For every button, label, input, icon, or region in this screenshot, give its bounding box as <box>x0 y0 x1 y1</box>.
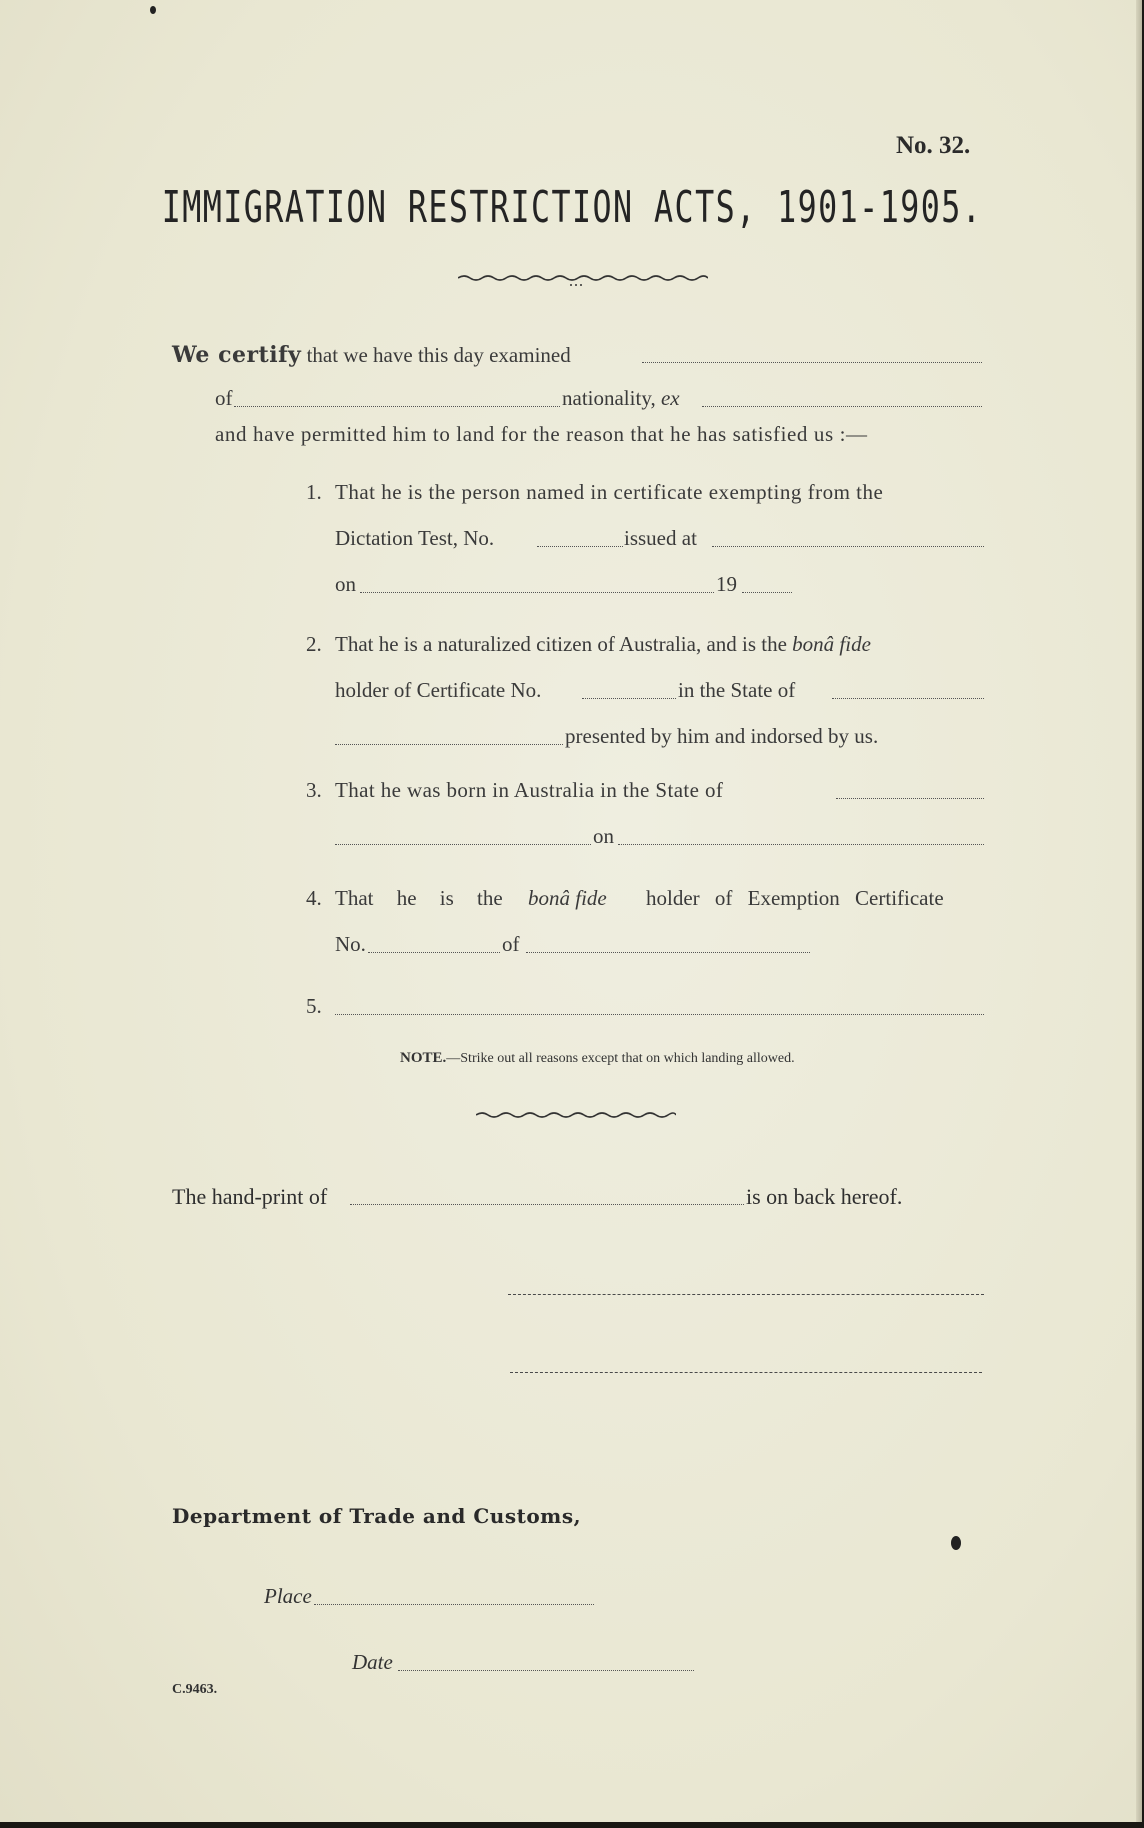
reason-2-holder: holder of Certificate No. <box>335 678 542 702</box>
exemption-of-field[interactable] <box>526 952 810 953</box>
reason-1-date-field[interactable] <box>360 592 714 593</box>
ex-label: ex <box>660 386 680 410</box>
reason-3-place-field[interactable] <box>335 844 591 845</box>
exemption-number-field[interactable] <box>368 952 500 953</box>
ink-speck <box>150 6 156 14</box>
title-ornament <box>458 270 708 290</box>
reason-1-issued-at: issued at <box>624 526 697 550</box>
of-field[interactable] <box>234 406 560 407</box>
signature-line-2[interactable] <box>510 1372 982 1373</box>
page-edge <box>1136 0 1142 1822</box>
date-label: Date <box>352 1650 393 1674</box>
place-label: Place <box>264 1584 312 1608</box>
reason-1-text: That he is the person named in certificate exempting from the <box>335 480 884 504</box>
reason-2-presented-field[interactable] <box>335 744 563 745</box>
reason-4-of: of <box>502 932 520 956</box>
reason-3-on: on <box>593 824 614 848</box>
certificate-number-field[interactable] <box>582 698 676 699</box>
reason-4-text-a: That he is the <box>335 886 503 910</box>
reason-3-date-field[interactable] <box>618 844 984 845</box>
dictation-number-field[interactable] <box>537 546 623 547</box>
of-label: of <box>215 386 233 410</box>
note-ornament <box>476 1108 676 1122</box>
reason-3-text: That he was born in Australia in the State of <box>335 778 724 802</box>
reason-2-number: 2. <box>306 632 322 656</box>
nationality-line <box>562 386 680 411</box>
reason-3-number: 3. <box>306 778 322 802</box>
certify-lead: We certify <box>172 342 302 368</box>
reason-4-number: 4. <box>306 886 322 910</box>
issued-at-field[interactable] <box>712 546 984 547</box>
note-text: —Strike out all reasons except that on which landing allowed. <box>446 1051 795 1066</box>
reason-4-no: No. <box>335 932 366 956</box>
department: Department of Trade and Customs, <box>172 1504 582 1528</box>
handprint-prefix: The hand-print of <box>172 1184 328 1209</box>
note <box>400 1050 795 1067</box>
print-code: C.9463. <box>172 1682 218 1697</box>
ink-speck <box>951 1536 961 1550</box>
reason-4-bona-fide: bonâ fide <box>528 886 607 910</box>
nationality-label: nationality, <box>562 386 656 410</box>
reason-1-on: on <box>335 572 356 596</box>
reason-1-year: 19 <box>716 572 737 596</box>
signature-line-1[interactable] <box>508 1294 984 1295</box>
form-title: IMMIGRATION RESTRICTION ACTS, 1901-1905. <box>161 182 983 233</box>
reason-2-text: That he is a naturalized citizen of Australia, and is the <box>335 632 787 656</box>
reason-1-dictation: Dictation Test, No. <box>335 526 495 550</box>
certify-line-1 <box>172 342 571 368</box>
handprint-name-field[interactable] <box>350 1204 744 1205</box>
note-label: NOTE. <box>400 1050 447 1066</box>
form-number: No. 32. <box>896 132 971 159</box>
certify-examined-text: that we have this day examined <box>306 343 571 367</box>
reason-4-text-b: holder of Exemption Certificate <box>646 886 944 910</box>
handprint-suffix: is on back hereof. <box>746 1184 903 1209</box>
reason-2-presented: presented by him and indorsed by us. <box>565 724 879 748</box>
reason-2-bona-fide: bonâ fide <box>792 632 871 656</box>
certify-line-3: and have permitted him to land for the reason that he has satisfied us :— <box>215 422 868 446</box>
reason-3-state-field[interactable] <box>836 798 984 799</box>
date-field[interactable] <box>398 1670 694 1671</box>
reason-2-state-of: in the State of <box>678 678 796 702</box>
reason-1-number: 1. <box>306 480 322 504</box>
place-field[interactable] <box>314 1604 594 1605</box>
reason-1-year-field[interactable] <box>742 592 792 593</box>
examined-field[interactable] <box>642 362 982 363</box>
reason-5-field[interactable] <box>335 1014 984 1015</box>
ex-field[interactable] <box>702 406 982 407</box>
reason-5-number: 5. <box>306 994 322 1018</box>
reason-2-line <box>335 632 871 657</box>
reason-2-state-field[interactable] <box>832 698 984 699</box>
